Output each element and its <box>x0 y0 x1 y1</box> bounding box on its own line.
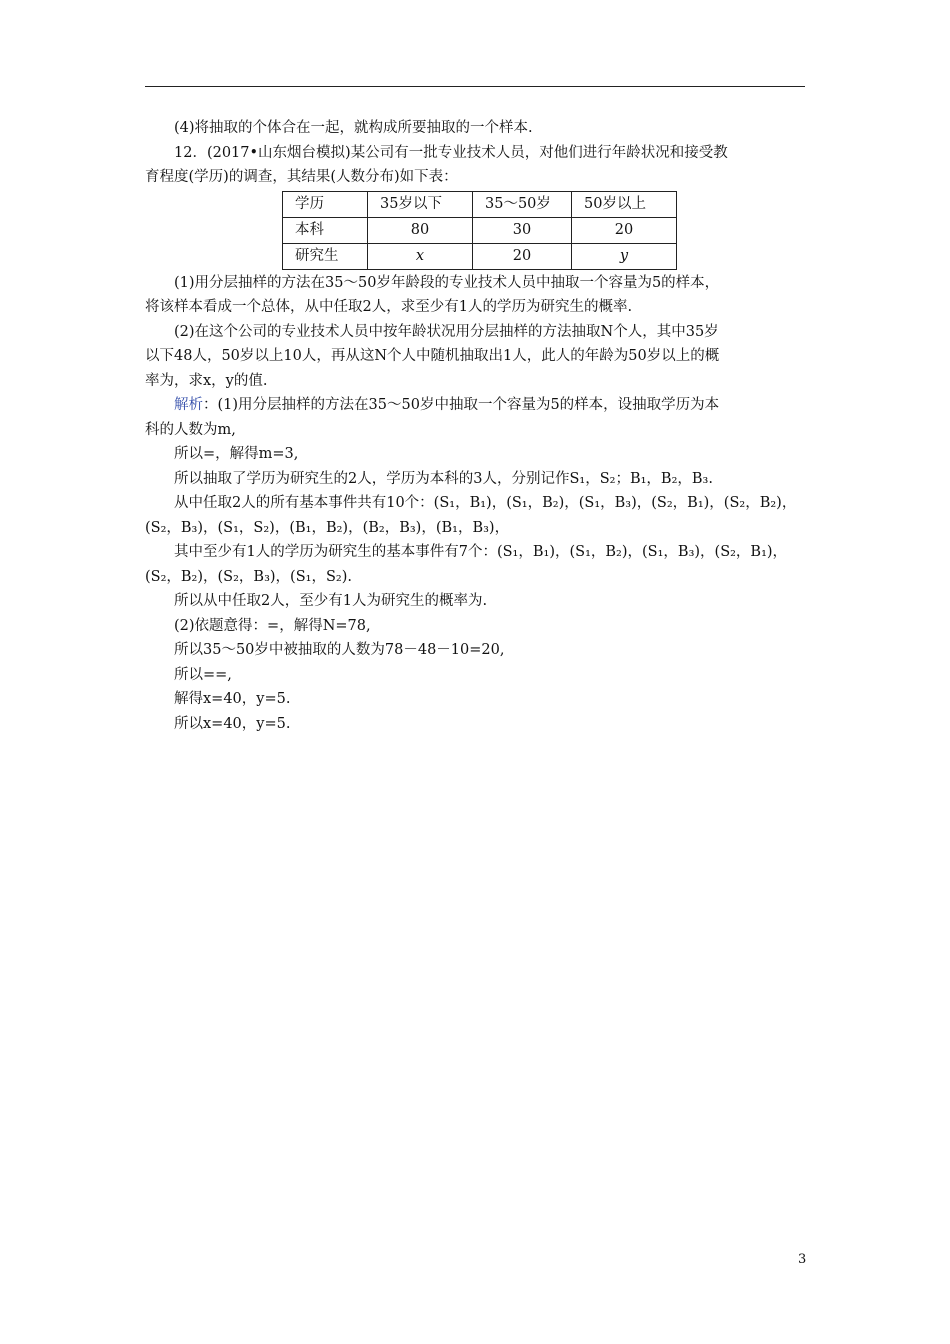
solution-line: (2)依题意得：=，解得N=78, <box>174 617 371 634</box>
table-cell: 研究生 <box>283 243 368 269</box>
page-number: 3 <box>798 1252 807 1267</box>
solution-text: ：(1)用分层抽样的方法在35～50岁中抽取一个容量为5的样本，设抽取学历为本 <box>203 397 720 413</box>
document-body <box>145 116 805 736</box>
table-header-row <box>283 191 677 217</box>
question-1-cont: 将该样本看成一个总体，从中任取2人，求至少有1人的学历为研究生的概率. <box>145 299 633 315</box>
table-cell: y <box>572 243 677 269</box>
table-row <box>283 243 677 269</box>
solution-line: 从中任取2人的所有基本事件共有10个：(S₁，B₁)，(S₁，B₂)，(S₁，B₃)，(S₂，B₁)，(S₂，B₂)， <box>174 495 797 511</box>
solution-line: 科的人数为m, <box>145 421 236 438</box>
solution-line: 所以=，解得m=3, <box>174 446 299 462</box>
solution-line: (S₂，B₂)，(S₂，B₃)，(S₁，S₂). <box>145 568 352 585</box>
table-cell: 35～50岁 <box>473 191 572 217</box>
solution-line: 其中至少有1人的学历为研究生的基本事件有7个：(S₁，B₁)，(S₁，B₂)，(S₁，B₃)，(S₂，B₁)， <box>174 544 788 560</box>
table-cell: 50岁以上 <box>572 191 677 217</box>
text-line: (4)将抽取的个体合在一起，就构成所要抽取的一个样本. <box>174 120 533 136</box>
solution-line: 所以x=40，y=5. <box>174 715 291 732</box>
table-cell: 20 <box>473 243 572 269</box>
question-2-cont: 率为，求x，y的值. <box>145 372 268 389</box>
solution-line: 所以==, <box>174 666 232 683</box>
table-cell: 学历 <box>283 191 368 217</box>
table-row <box>283 217 677 243</box>
data-table-wrapper <box>282 191 805 270</box>
question-2: (2)在这个公司的专业技术人员中按年龄状况用分层抽样的方法抽取N个人，其中35岁 <box>174 323 719 340</box>
solution-line: (S₂，B₃)，(S₁，S₂)，(B₁，B₂)，(B₂，B₃)，(B₁，B₃)， <box>145 519 510 536</box>
table-cell: 本科 <box>283 217 368 243</box>
question-1: (1)用分层抽样的方法在35～50岁年龄段的专业技术人员中抽取一个容量为5的样本， <box>174 274 720 291</box>
table-cell: 80 <box>368 217 473 243</box>
table-cell: x <box>368 243 473 269</box>
data-table <box>282 191 677 270</box>
header-rule <box>145 86 805 87</box>
table-cell: 35岁以下 <box>368 191 473 217</box>
solution-line: 解得x=40，y=5. <box>174 691 291 707</box>
solution-label: 解析 <box>174 397 203 413</box>
problem-statement: 12．(2017•山东烟台模拟)某公司有一批专业技术人员，对他们进行年龄状况和接受教 <box>174 144 728 161</box>
solution-line: 所以从中任取2人，至少有1人为研究生的概率为. <box>174 593 488 609</box>
table-cell: 30 <box>473 217 572 243</box>
question-2-cont: 以下48人，50岁以上10人，再从这N个人中随机抽取出1人，此人的年龄为50岁以上的概 <box>145 348 720 364</box>
table-cell: 20 <box>572 217 677 243</box>
solution-first-line <box>145 393 805 418</box>
problem-statement-cont: 育程度(学历)的调查，其结果(人数分布)如下表： <box>145 169 458 185</box>
solution-line: 所以抽取了学历为研究生的2人，学历为本科的3人，分别记作S₁，S₂；B₁，B₂，B₃. <box>174 470 713 487</box>
solution-line: 所以35～50岁中被抽取的人数为78－48－10=20, <box>174 642 505 658</box>
